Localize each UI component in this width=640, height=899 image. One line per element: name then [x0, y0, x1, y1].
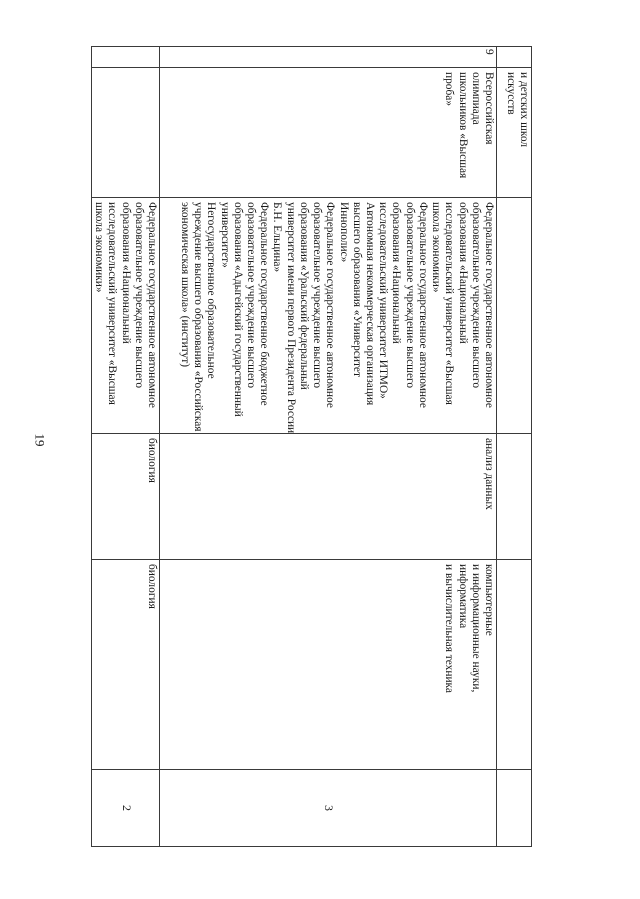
olympiad-cell: и детских школ искусств: [497, 68, 532, 198]
profile-cell: биология: [91, 434, 159, 560]
index-cell: 9: [160, 47, 497, 68]
organizers-cell: [497, 198, 532, 434]
organizers-cell: Федеральное государственное автономное образовательное учреждение высшего образования «Национальный исследовательский университет «Высшая школа экономики»: [91, 198, 159, 434]
index-cell: [497, 47, 532, 68]
table-row: [497, 47, 532, 847]
index-cell: [91, 47, 159, 68]
olympiad-table: [91, 46, 532, 847]
level-cell: [497, 770, 532, 847]
rotated-table-wrapper: [93, 46, 532, 846]
organizers-cell: Федеральное государственное автономное образовательное учреждение высшего образования «Национальный исследовательский университет «Высшая школа экономики» Федеральное государственное автономное образовательное учреждение высшего образования «Национальный исследовательский университет ИТМО» Автономная некоммерческая организация высшего образования «Университет Иннополис» Федеральное государственное автономное образовательное учреждение высшего образования «Уральский федеральный университет имени первого Президента России Б.Н. Ельцина» Федеральное государственное бюджетное образовательное учреждение высшего образования «Адыгейский государственный университет» Негосударственное образовательное учреждение высшего образования «Российская экономическая школа» (институт): [160, 198, 497, 434]
profile-cell: анализ данных: [160, 434, 497, 560]
olympiad-cell: Всероссийская олимпиада школьников «Высшая проба»: [160, 68, 497, 198]
level-cell: 2: [91, 770, 159, 847]
page-number: 19: [32, 433, 48, 447]
subject-cell: биология: [91, 560, 159, 770]
table-row: [91, 47, 159, 847]
olympiad-cell: [91, 68, 159, 198]
level-cell: 3: [160, 770, 497, 847]
subject-cell: [497, 560, 532, 770]
table-row: [160, 47, 497, 847]
profile-cell: [497, 434, 532, 560]
subject-cell: компьютерные и информационные науки, информатика и вычислительная техника: [160, 560, 497, 770]
